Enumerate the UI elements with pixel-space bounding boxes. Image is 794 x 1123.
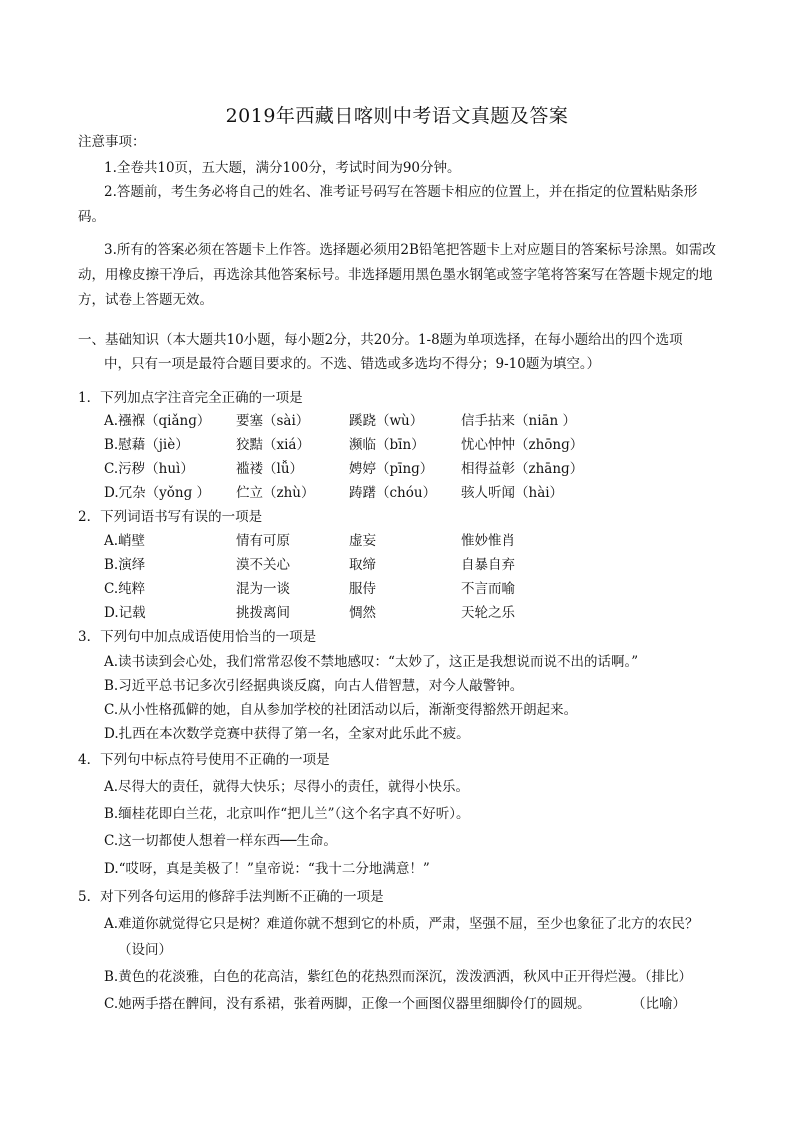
q1-a-1: A.襁褓（qiǎnɡ） bbox=[104, 413, 211, 429]
q4-stem: 4．下列句中标点符号使用不正确的一项是 bbox=[78, 752, 330, 768]
q5-stem: 5．对下列各句运用的修辞手法判断不正确的一项是 bbox=[78, 889, 384, 905]
q5-option-c: C.她两手搭在髀间，没有系裙，张着两脚，正像一个画图仪器里细脚伶仃的圆规。 bbox=[104, 996, 591, 1012]
q3-stem: 3．下列句中加点成语使用恰当的一项是 bbox=[78, 629, 317, 645]
notice-item-1: 1.全卷共10页，五大题，满分100分，考试时间为90分钟。 bbox=[104, 160, 461, 176]
q2-a-4: 惟妙惟肖 bbox=[461, 533, 515, 549]
notice-item-3: 3.所有的答案必须在答题卡上作答。选择题必须用2B铅笔把答题卡上对应题目的答案标号涂黑。如需改动，用橡皮擦干净后，再选涂其他答案标号。非选择题用黑色墨水钢笔或签字笔将答案写在答题卡规定的地方，试卷上答题无效。 bbox=[78, 242, 716, 308]
q2-b-2: 漠不关心 bbox=[236, 557, 290, 573]
q2-b-3: 取缔 bbox=[349, 557, 376, 573]
q1-c-2: 褴褛（lǚ） bbox=[236, 461, 304, 477]
q1-c-4: 相得益彰（zhānɡ） bbox=[461, 461, 584, 477]
q2-d-3: 惆然 bbox=[349, 605, 376, 621]
q2-a-3: 虚妄 bbox=[349, 533, 376, 549]
q1-a-2: 要塞（sài） bbox=[236, 413, 310, 429]
q1-b-3: 濒临（bīn） bbox=[349, 437, 425, 453]
q3-option-b: B.习近平总书记多次引经据典谈反腐，向古人借智慧，对今人敲警钟。 bbox=[104, 678, 524, 694]
q2-d-2: 挑拨离间 bbox=[236, 605, 290, 621]
q2-d-4: 天轮之乐 bbox=[461, 605, 515, 621]
q1-d-1: D.冗杂（yǒnɡ ） bbox=[104, 485, 211, 501]
q2-c-4: 不言而喻 bbox=[461, 581, 515, 597]
q1-stem: 1．下列加点字注音完全正确的一项是 bbox=[78, 390, 303, 406]
q1-d-2: 伫立（zhù） bbox=[236, 485, 315, 501]
q1-d-4: 骇人听闻（hài） bbox=[461, 485, 564, 501]
q1-c-3: 娉婷（pīnɡ） bbox=[349, 461, 434, 477]
q1-c-1: C.污秽（huì） bbox=[104, 461, 194, 477]
q2-a-1: A.峭壁 bbox=[104, 533, 146, 549]
q2-b-4: 自暴自弃 bbox=[461, 557, 515, 573]
q2-c-1: C.纯粹 bbox=[104, 581, 146, 597]
q2-c-3: 服侍 bbox=[349, 581, 376, 597]
notice-item-2: 2.答题前，考生务必将自己的姓名、准考证号码写在答题卡相应的位置上，并在指定的位置粘贴条形码。 bbox=[78, 184, 698, 225]
q1-a-4: 信手拈来（niān ） bbox=[461, 413, 577, 429]
q3-option-a: A.读书读到会心处，我们常常忍俊不禁地感叹：“太妙了，这正是我想说而说不出的话啊。” bbox=[104, 654, 639, 670]
q1-b-1: B.慰藉（jiè） bbox=[104, 437, 189, 453]
section1-heading-cont: 中，只有一项是最符合题目要求的。不选、错选或多选均不得分；9-10题为填空。） bbox=[104, 356, 601, 372]
q5-option-a-tag: （设问） bbox=[118, 942, 172, 958]
q2-a-2: 情有可原 bbox=[236, 533, 290, 549]
q2-b-1: B.演绎 bbox=[104, 557, 146, 573]
q2-d-1: D.记载 bbox=[104, 605, 146, 621]
q4-option-d: D.“哎呀，真是美极了！”皇帝说：“我十二分地满意！” bbox=[104, 861, 430, 877]
q3-option-d: D.扎西在本次数学竞赛中获得了第一名，全家对此乐此不疲。 bbox=[104, 726, 470, 742]
q1-a-3: 蹊跷（wù） bbox=[349, 413, 424, 429]
q5-option-b: B.黄色的花淡雅，白色的花高洁，紫红色的花热烈而深沉，泼泼洒洒，秋风中正开得烂漫。（排比） bbox=[104, 969, 692, 985]
q5-option-c-tag: （比喻） bbox=[632, 996, 686, 1012]
q2-c-2: 混为一谈 bbox=[236, 581, 290, 597]
q3-option-c: C.从小性格孤僻的她，自从参加学校的社团活动以后，渐渐变得豁然开朗起来。 bbox=[104, 702, 578, 718]
notice-heading: 注意事项： bbox=[78, 134, 146, 150]
q4-option-a: A.尽得大的责任，就得大快乐；尽得小的责任，就得小快乐。 bbox=[104, 779, 470, 795]
q1-b-4: 忧心忡忡（zhōnɡ） bbox=[461, 437, 584, 453]
q4-option-b: B.缅桂花即白兰花，北京叫作“把儿兰”（这个名字真不好听）。 bbox=[104, 806, 470, 822]
q4-option-c: C.这一切都使人想着一样东西──生命。 bbox=[104, 833, 337, 849]
page-title: 2019年西藏日喀则中考语文真题及答案 bbox=[225, 105, 569, 127]
q5-option-a: A.难道你就觉得它只是树？难道你就不想到它的朴质，严肃，坚强不屈，至少也象征了北方的农民？ bbox=[104, 916, 699, 932]
section1-heading: 一、基础知识（本大题共10小题，每小题2分，共20分。1-8题为单项选择，在每小题给出的四个选项 bbox=[78, 332, 683, 348]
q1-d-3: 踌躇（chóu） bbox=[349, 485, 437, 501]
q2-stem: 2．下列词语书写有误的一项是 bbox=[78, 509, 263, 525]
q1-b-2: 狡黠（xiá） bbox=[236, 437, 310, 453]
